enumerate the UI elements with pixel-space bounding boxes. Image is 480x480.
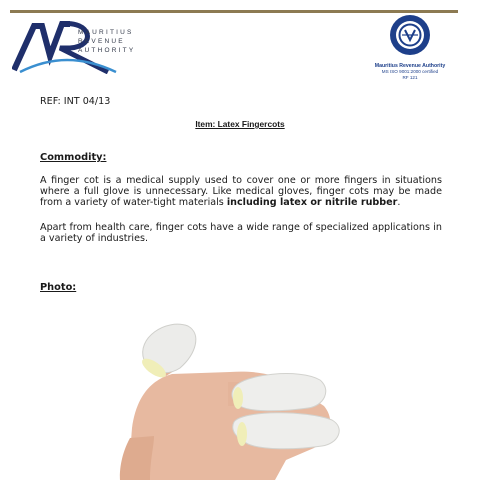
org-line-3: AUTHORITY bbox=[78, 47, 136, 54]
item-title: Item: Latex Fingercots bbox=[195, 119, 285, 129]
para1-text: A finger cot is a medical supply used to cover one or more fingers in situations where a full glove is unnecessary. Like medical gloves, finger cots may be made from a variety of water-tight materials bbox=[40, 175, 442, 209]
cert-org-name: Mauritius Revenue Authority bbox=[374, 63, 446, 69]
cert-standard: MS ISO 9001:2000 certified bbox=[381, 69, 439, 74]
commodity-heading: Commodity: bbox=[40, 152, 107, 163]
commodity-paragraph-2: Apart from health care, finger cots have a wide range of specialized applications in a variety of industries. bbox=[40, 222, 442, 245]
msb-seal-icon bbox=[389, 14, 431, 56]
org-line-2: REVENUE bbox=[78, 38, 125, 45]
photo-heading: Photo: bbox=[40, 282, 77, 293]
mra-logo bbox=[12, 16, 142, 74]
para1-end: . bbox=[397, 197, 401, 209]
certification-block bbox=[362, 14, 458, 81]
cert-number: RF 121 bbox=[402, 75, 418, 80]
org-name bbox=[78, 28, 135, 55]
commodity-paragraph-1 bbox=[40, 175, 442, 209]
para1-bold-text: including latex or nitrile rubber bbox=[226, 197, 398, 209]
org-line-1: MAURITIUS bbox=[78, 29, 134, 36]
fingercot-photo bbox=[110, 310, 370, 480]
reference-number: REF: INT 04/13 bbox=[40, 96, 111, 107]
header-rule bbox=[10, 10, 458, 13]
